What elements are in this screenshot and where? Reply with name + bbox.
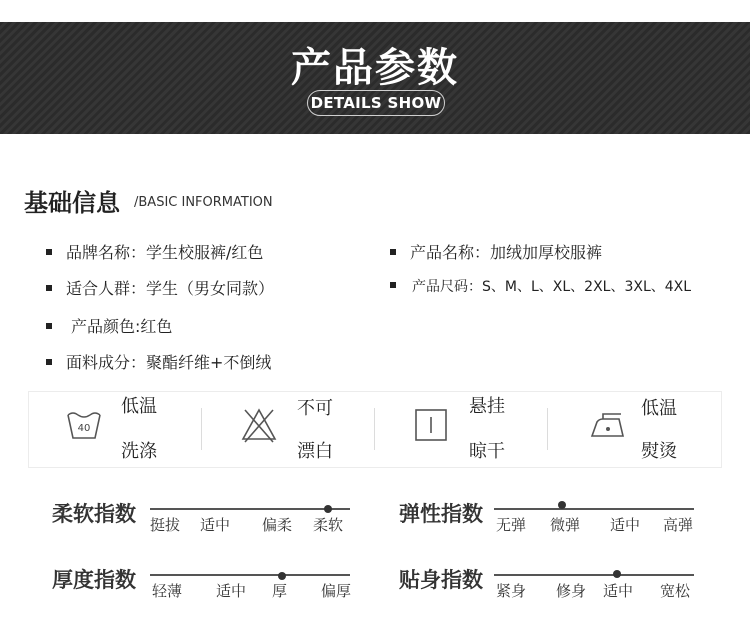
softness-index-scale [150, 508, 350, 510]
softness-tick: 柔软 [313, 516, 344, 534]
bullet-icon [390, 249, 396, 255]
softness-index-label: 柔软指数 [52, 502, 136, 526]
wash-40-icon [65, 408, 103, 442]
info-audience: 适合人群：学生（男女同款） [46, 276, 274, 299]
fit-tick: 宽松 [660, 582, 691, 600]
fit-tick: 适中 [603, 582, 634, 600]
bullet-icon [46, 285, 52, 291]
no-bleach-icon [239, 406, 279, 444]
bullet-icon [46, 323, 52, 329]
elasticity-tick: 高弹 [663, 516, 694, 534]
bullet-icon [46, 359, 52, 365]
elasticity-tick: 适中 [610, 516, 641, 534]
care-bleach-line2: 漂白 [297, 441, 333, 462]
fit-index-label: 贴身指数 [399, 568, 483, 592]
info-sizes: 产品尺码：S、M、L、XL、2XL、3XL、4XL [390, 276, 691, 296]
care-bleach-line1: 不可 [297, 398, 333, 419]
header-banner [0, 22, 750, 134]
softness-index-marker [324, 505, 332, 513]
elasticity-tick: 微弹 [550, 516, 581, 534]
banner-title: 产品参数 [291, 45, 459, 91]
fit-tick: 修身 [556, 582, 587, 600]
hang-dry-icon [414, 408, 448, 442]
care-iron-line1: 低温 [641, 398, 677, 419]
fit-index-scale [494, 574, 694, 576]
section-title: 基础信息 [24, 189, 120, 217]
softness-tick: 挺拔 [150, 516, 181, 534]
thickness-index-label: 厚度指数 [52, 568, 136, 592]
divider [201, 408, 202, 450]
care-wash-line2: 洗涤 [121, 441, 157, 462]
care-wash-line1: 低温 [121, 396, 157, 417]
thickness-index-marker [278, 572, 286, 580]
info-product-name: 产品名称：加绒加厚校服裤 [390, 240, 602, 263]
bullet-icon [390, 282, 396, 288]
section-subtitle: /BASIC INFORMATION [134, 195, 273, 210]
bullet-icon [46, 249, 52, 255]
elasticity-index-marker [558, 501, 566, 509]
elasticity-index-scale [494, 508, 694, 510]
fit-tick: 紧身 [496, 582, 527, 600]
fit-index-marker [613, 570, 621, 578]
info-brand: 品牌名称：学生校服裤/红色 [46, 240, 263, 263]
banner-subtitle-badge: DETAILS SHOW [307, 90, 445, 116]
softness-tick: 适中 [200, 516, 231, 534]
elasticity-index-label: 弹性指数 [399, 502, 483, 526]
thickness-tick: 适中 [216, 582, 247, 600]
divider [547, 408, 548, 450]
care-dry-line1: 悬挂 [469, 396, 505, 417]
info-fabric: 面料成分：聚酯纤维+不倒绒 [46, 350, 271, 373]
softness-tick: 偏柔 [262, 516, 293, 534]
svg-text:40: 40 [77, 423, 91, 434]
care-iron-line2: 熨烫 [641, 441, 677, 462]
thickness-index-scale [150, 574, 350, 576]
divider [374, 408, 375, 450]
info-color: 产品颜色:红色 [46, 314, 172, 337]
thickness-tick: 厚 [272, 582, 288, 600]
iron-low-icon [589, 410, 627, 440]
care-dry-line2: 晾干 [469, 441, 505, 462]
thickness-tick: 轻薄 [152, 582, 183, 600]
thickness-tick: 偏厚 [321, 582, 352, 600]
care-instructions-panel [28, 391, 722, 468]
elasticity-tick: 无弹 [496, 516, 527, 534]
